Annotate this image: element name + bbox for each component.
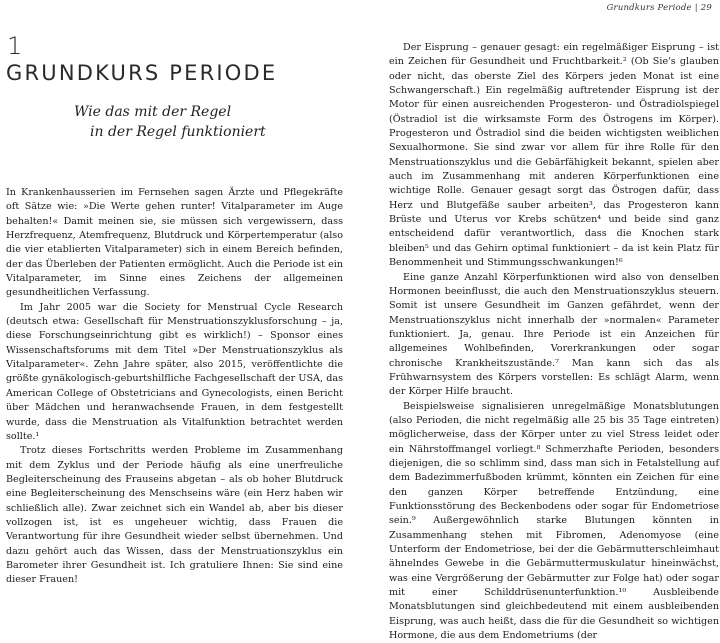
paragraph: Im Jahr 2005 war die Society for Menstrual Cycle Research (deutsch etwa: Gesellschaft für Menstruationszyklusforschung – ja, diese Forschungseinrichtung gibt es wirklich!) – Sponsor eines Wissenschaftsforums mit dem Titel »Der Menstruationszyklus als Vitalparameter«. Zehn Jahre später, also 2015, veröffentlichte die größte gynäkologisch-geburtshilfliche Fachgesellschaft der USA, das American College of Obstetricians and Gynecologists, einen Bericht über Mädchen und heranwachsende Frauen, in dem festgestellt wurde, dass die Menstruation als Vitalfunktion betrachtet werden sollte.¹ [6, 301, 343, 442]
subtitle-line-1: Wie das mit der Regel [74, 104, 232, 120]
chapter-subtitle [74, 103, 314, 142]
right-text-column [389, 41, 719, 643]
paragraph: Der Eisprung – genauer gesagt: ein regelmäßiger Eisprung – ist ein Zeichen für Gesundheit und Fruchtbarkeit.² (Ob Sie's glauben oder nicht, das oberste Ziel des Körpers jeden Monat ist eine Schwangerschaft.) Ein regelmäßig auftretender Eisprung ist der Motor für einen ausreichenden Progesteron- und Östradiolspiegel (Östradiol ist die wirksamste Form des Östrogens im Körper). Progesteron und Östradiol sind die beiden wichtigsten weiblichen Sexualhormone. Sie sind zwar vor allem für ihre Rolle für den Menstruationszyklus und die Gebärfähigkeit bekannt, spielen aber auch im Zusammenhang mit anderen Körperfunktionen eine wichtige Rolle. Genauer gesagt sorgt das Östrogen dafür, dass Herz und Blutgefäße sauber arbeiten³, das Progesteron kann Brüste und Uterus vor Krebs schützen⁴ und beide sind ganz entscheidend dafür verantwortlich, dass die Knochen stark bleiben⁵ und das Gehirn optimal funktioniert – da ist kein Platz für Benommenheit und Stimmungsschwankungen!⁶ [389, 42, 719, 269]
running-header [607, 3, 712, 13]
header-separator: | [694, 3, 698, 13]
paragraph: Beispielsweise signalisieren unregelmäßige Monatsblutungen (also Perioden, die nicht regelmäßig alle 25 bis 35 Tage eintreten) möglicherweise, dass der Körper unter zu viel Stress leidet oder ein Nährstoffmangel vorliegt.⁸ Schmerzhafte Perioden, besonders diejenigen, die so schlimm sind, dass man sich in Fetalstellung auf dem Badezimmerfußboden krümmt, könnten ein Zeichen für eine den ganzen Körper betreffende Entzündung, eine Funktionsstörung des Beckenbodens oder sogar für Endometriose sein.⁹ Außergewöhnlich starke Blutungen könnten in Zusammenhang stehen mit Fibromen, Adenomyose (eine Unterform der Endometriose, bei der die Gebärmutterschleimhaut ähnelndes Gewebe in die Gebärmuttermuskulatur hineinwächst, was eine Vergrößerung der Gebärmutter zur Folge hat) oder sogar mit einer Schilddrüsenunterfunktion.¹⁰ Ausbleibende Monatsblutungen sind gleichbedeutend mit einem ausbleibenden Eisprung, was auch heißt, dass die für die Gesundheit so wichtigen Hormone, die aus dem Endometriums (der [389, 400, 719, 642]
chapter-number: 1 [7, 32, 23, 60]
chapter-title: GRUNDKURS PERIODE [6, 61, 278, 85]
paragraph: Eine ganze Anzahl Körperfunktionen wird also von denselben Hormonen beeinflusst, die auch den Menstruationszyklus steuern. Somit ist unsere Gesundheit im Ganzen gefährdet, wenn der Menstruationszyklus nicht innerhalb der »normalen« Parameter funktioniert. Ja, genau. Ihre Periode ist ein Anzeichen für allgemeines Wohlbefinden, Vorerkrankungen oder sogar chronische Krankheitszustände.⁷ Man kann sich das als Frühwarnsystem des Körpers vorstellen: Es schlägt Alarm, wenn der Körper Hilfe braucht. [389, 271, 719, 398]
left-text-column [6, 186, 343, 588]
running-title: Grundkurs Periode [606, 3, 692, 13]
paragraph: Trotz dieses Fortschritts werden Probleme im Zusammenhang mit dem Zyklus und der Periode häufig als eine unerfreuliche Begleiterscheinung des Frauseins abgetan – als ob hoher Blutdruck eine Begleiterscheinung des Menschseins wäre (ein Herz haben wir schließlich alle). Zwar zeichnet sich ein Wandel ab, aber bis dieser vollzogen ist, ist es ungeheuer wichtig, dass Frauen die Verantwortung für ihre Gesundheit wieder selbst übernehmen. Und dazu gehört auch das Wissen, dass der Menstruationszyklus ein Barometer ihrer Gesundheit ist. Ich gratuliere Ihnen: Sie sind eine dieser Frauen! [6, 445, 343, 586]
subtitle-line-2: in der Regel funktioniert [90, 123, 266, 140]
page-number: 29 [700, 3, 712, 13]
paragraph: In Krankenhausserien im Fernsehen sagen Ärzte und Pflegekräfte oft Sätze wie: »Die Werte gehen runter! Vitalparameter im Auge behalten!« Damit meinen sie, sie müssen sich vergewissern, dass Herzfrequenz, Atemfrequenz, Blutdruck und Körpertemperatur (also die vier etablierten Vitalparameter) sich in einem Bereich befinden, der das Überleben der Patienten ermöglicht. Auch die Periode ist ein Vitalparameter, im Sinne eines Zeichens der allgemeinen gesundheitlichen Verfassung. [6, 187, 343, 299]
